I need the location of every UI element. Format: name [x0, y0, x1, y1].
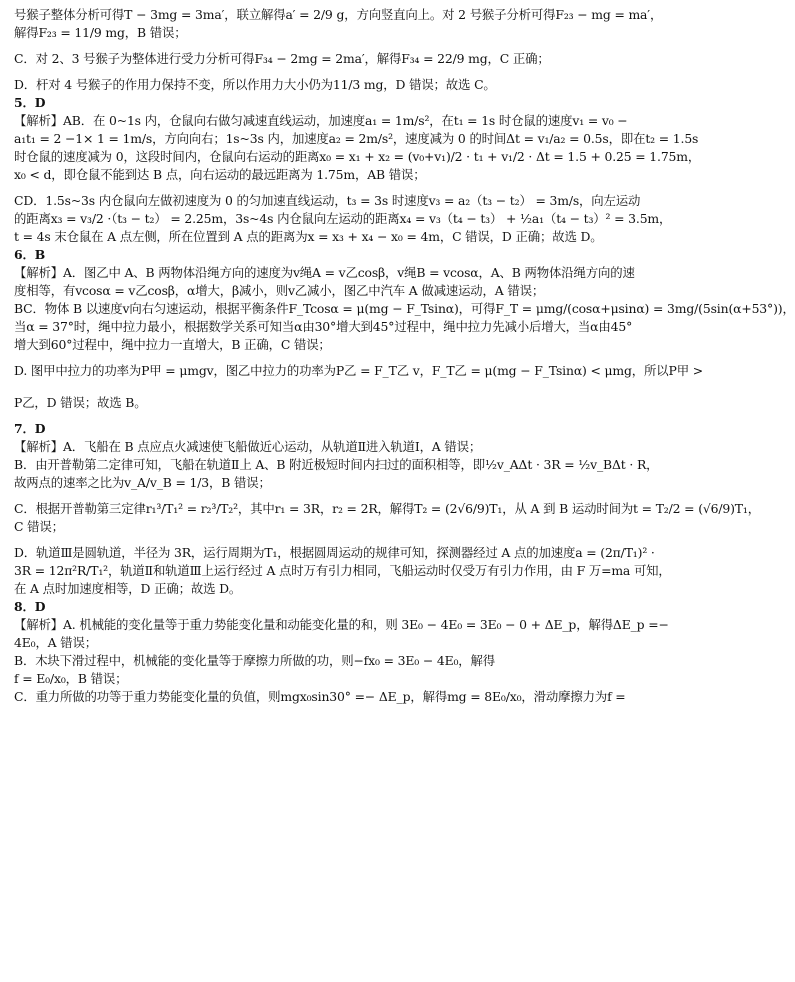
line-gap [14, 412, 679, 420]
text-line: 【解析】A．飞船在 B 点应点火减速使飞船做近心运动，从轨道Ⅱ进入轨道Ⅰ，A 错误； [14, 439, 482, 454]
line-gap [14, 68, 679, 76]
text-line: 3R = 12π²R/T₁²，轨道Ⅱ和轨道Ⅲ上运行经过 A 点时万有引力相同，飞船运动时仅受万有引力作用，由 F 万=ma 可知， [14, 563, 671, 578]
text-line: 增大到60°过程中，绳中拉力一直增大，B 正确，C 错误； [14, 337, 331, 352]
line-gap [14, 380, 679, 394]
text-line: 【解析】A．图乙中 A、B 两物体沿绳方向的速度为v绳A = v乙cosβ，v绳B = vcosα，A、B 两物体沿绳方向的速 [14, 265, 635, 280]
line-gap [14, 42, 679, 50]
text-line: D．轨道Ⅲ是圆轨道，半径为 3R，运行周期为T₁，根据圆周运动的规律可知，探测器经过 A 点的加速度a = (2π/T₁)² · [14, 545, 655, 560]
text-line: P乙，D 错误；故选 B。 [14, 395, 147, 410]
text-line: 4E₀，A 错误； [14, 635, 97, 650]
text-line: 号猴子整体分析可得T − 3mg = 3ma′，联立解得a′ = 2/9 g，方向竖直向上。对 2 号猴子分析可得F₂₃ − mg = ma′， [14, 7, 663, 22]
text-line: 【解析】AB．在 0~1s 内，仓鼠向右做匀减速直线运动，加速度a₁ = 1m/s²，在t₁ = 1s 时仓鼠的速度v₁ = v₀ − [14, 113, 628, 128]
text-line: x₀ < d，即仓鼠不能到达 B 点，向右运动的最远距离为 1.75m，AB 错误； [14, 167, 426, 182]
text-line: 时仓鼠的速度减为 0，这段时间内，仓鼠向右运动的距离x₀ = x₁ + x₂ = (v₀+v₁)/2 · t₁ + v₁/2 · Δt = 1.5 + 0.25 = 1.75m， [14, 149, 701, 164]
text-line: 解得F₂₃ = 11/9 mg，B 错误； [14, 25, 187, 40]
text-line: C．重力所做的功等于重力势能变化量的负值，则mgx₀sin30° =− ΔE_p，解得mg = 8E₀/x₀，滑动摩擦力为f = [14, 689, 626, 704]
text-line: C．对 2、3 号猴子为整体进行受力分析可得F₃₄ − 2mg = 2ma′，解得F₃₄ = 22/9 mg，C 正确； [14, 51, 550, 66]
text-line: t = 4s 末仓鼠在 A 点左侧，所在位置到 A 点的距离为x = x₃ + x₄ − x₀ = 4m，C 错误，D 正确；故选 D。 [14, 229, 603, 244]
text-line: 故两点的速率之比为v_A/v_B = 1/3，B 错误； [14, 475, 271, 490]
text-line: 当α = 37°时，绳中拉力最小，根据数学关系可知当α由30°增大到45°过程中，绳中拉力先减小后增大，当α由45° [14, 319, 633, 334]
line-gap [14, 184, 679, 192]
question-number: 6．B [14, 247, 46, 262]
line-gap [14, 536, 679, 544]
text-line: 【解析】A. 机械能的变化量等于重力势能变化量和动能变化量的和，则 3E₀ − 4E₀ = 3E₀ − 0 + ΔE_p，解得ΔE_p =− [14, 617, 669, 632]
text-line: D. 图甲中拉力的功率为P甲 = μmgv，图乙中拉力的功率为P乙 = F_T乙 v，F_T乙 = μ(mg − F_Tsinα) < μmg，所以P甲 > [14, 363, 703, 378]
text-line: CD．1.5s~3s 内仓鼠向左做初速度为 0 的匀加速直线运动，t₃ = 3s 时速度v₃ = a₂（t₃ − t₂） = 3m/s，向左运动 [14, 193, 641, 208]
text-line: 度相等，有vcosα = v乙cosβ，α增大，β减小，则v乙减小，图乙中汽车 A 做减速运动，A 错误； [14, 283, 545, 298]
text-line: C 错误； [14, 519, 64, 534]
text-line: 在 A 点时加速度相等，D 正确；故选 D。 [14, 581, 242, 596]
text-line: 的距离x₃ = v₃/2 ·（t₃ − t₂） = 2.25m，3s~4s 内仓鼠向左运动的距离x₄ = v₃（t₄ − t₃） + ½a₁（t₄ − t₃）² = 3.5m， [14, 211, 672, 226]
question-number: 7．D [14, 421, 46, 436]
text-line: a₁t₁ = 2 −1× 1 = 1m/s，方向向右；1s~3s 内，加速度a₂ = 2m/s²，速度减为 0 的时间Δt = v₁/a₂ = 0.5s，即在t₂ = 1.5s [14, 131, 699, 146]
question-number: 5．D [14, 95, 46, 110]
text-line: B．由开普勒第二定律可知，飞船在轨道Ⅱ上 A、B 附近极短时间内扫过的面积相等，即½v_AΔt · 3R = ½v_BΔt · R， [14, 457, 659, 472]
line-gap [14, 492, 679, 500]
question-number: 8．D [14, 599, 46, 614]
text-line: B．木块下滑过程中，机械能的变化量等于摩擦力所做的功，则−fx₀ = 3E₀ − 4E₀，解得 [14, 653, 496, 668]
line-gap [14, 354, 679, 362]
text-line: BC．物体 B 以速度v向右匀速运动，根据平衡条件F_Tcosα = μ(mg − F_Tsinα)，可得F_T = μmg/(cosα+μsinα) = 3mg/(5sin(α+53°))， [14, 301, 795, 316]
text-line: f = E₀/x₀，B 错误； [14, 671, 128, 686]
text-line: D．杆对 4 号猴子的作用力保持不变，所以作用力大小仍为11/3 mg，D 错误；故选 C。 [14, 77, 496, 92]
text-line: C．根据开普勒第三定律r₁³/T₁² = r₂³/T₂²，其中r₁ = 3R，r₂ = 2R，解得T₂ = (2√6/9)T₁，从 A 到 B 运动时间为t = T₂/2 = (√6/9)T₁， [14, 501, 760, 516]
